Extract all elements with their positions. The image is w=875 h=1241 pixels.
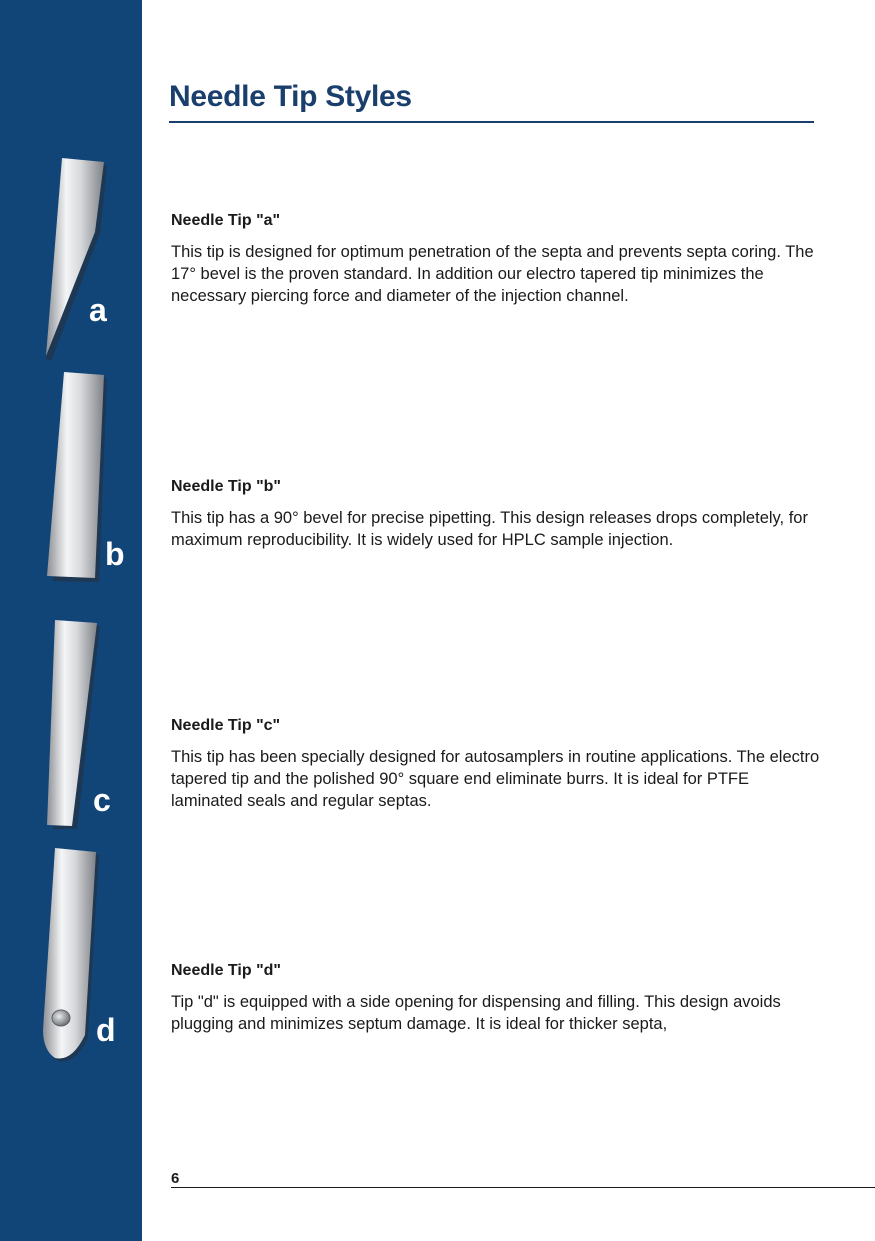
section-heading: Needle Tip "c" <box>171 717 281 734</box>
section-needle-tip-a <box>171 212 821 307</box>
section-needle-tip-d <box>171 962 821 1035</box>
section-heading: Needle Tip "a" <box>171 212 281 229</box>
page-number: 6 <box>171 1170 180 1187</box>
section-heading: Needle Tip "b" <box>171 478 282 495</box>
section-body: This tip has been specially designed for autosamplers in routine applications. The electro tapered tip and the polished 90° square end eliminate burrs. It is ideal for PTFE laminated seals and regular septas. <box>171 748 820 810</box>
section-needle-tip-c <box>171 717 821 812</box>
needle-illustrations <box>0 0 142 1241</box>
needle-label-d: d <box>96 1012 116 1048</box>
side-port-needle-icon <box>43 848 99 1062</box>
section-body: This tip is designed for optimum penetration of the septa and prevents septa coring. The 17° bevel is the proven standard. In addition our electro tapered tip minimizes the necessary piercing force and diameter of the injection channel. <box>171 243 814 305</box>
section-heading: Needle Tip "d" <box>171 962 282 979</box>
bevel-90-needle-icon <box>47 372 107 582</box>
needle-label-c: c <box>93 782 111 818</box>
title-divider <box>169 121 814 123</box>
needle-label-a: a <box>89 292 107 328</box>
section-body: Tip "d" is equipped with a side opening for dispensing and filling. This design avoids plugging and minimizes septum damage. It is ideal for thicker septa, <box>171 993 781 1033</box>
footer-divider <box>171 1187 875 1188</box>
page-title: Needle Tip Styles <box>169 80 412 113</box>
section-needle-tip-b <box>171 478 821 551</box>
section-body: This tip has a 90° bevel for precise pipetting. This design releases drops completely, for maximum reproducibility. It is widely used for HPLC sample injection. <box>171 509 808 549</box>
bevel-17-needle-icon <box>46 158 107 361</box>
needle-label-b: b <box>105 536 125 572</box>
